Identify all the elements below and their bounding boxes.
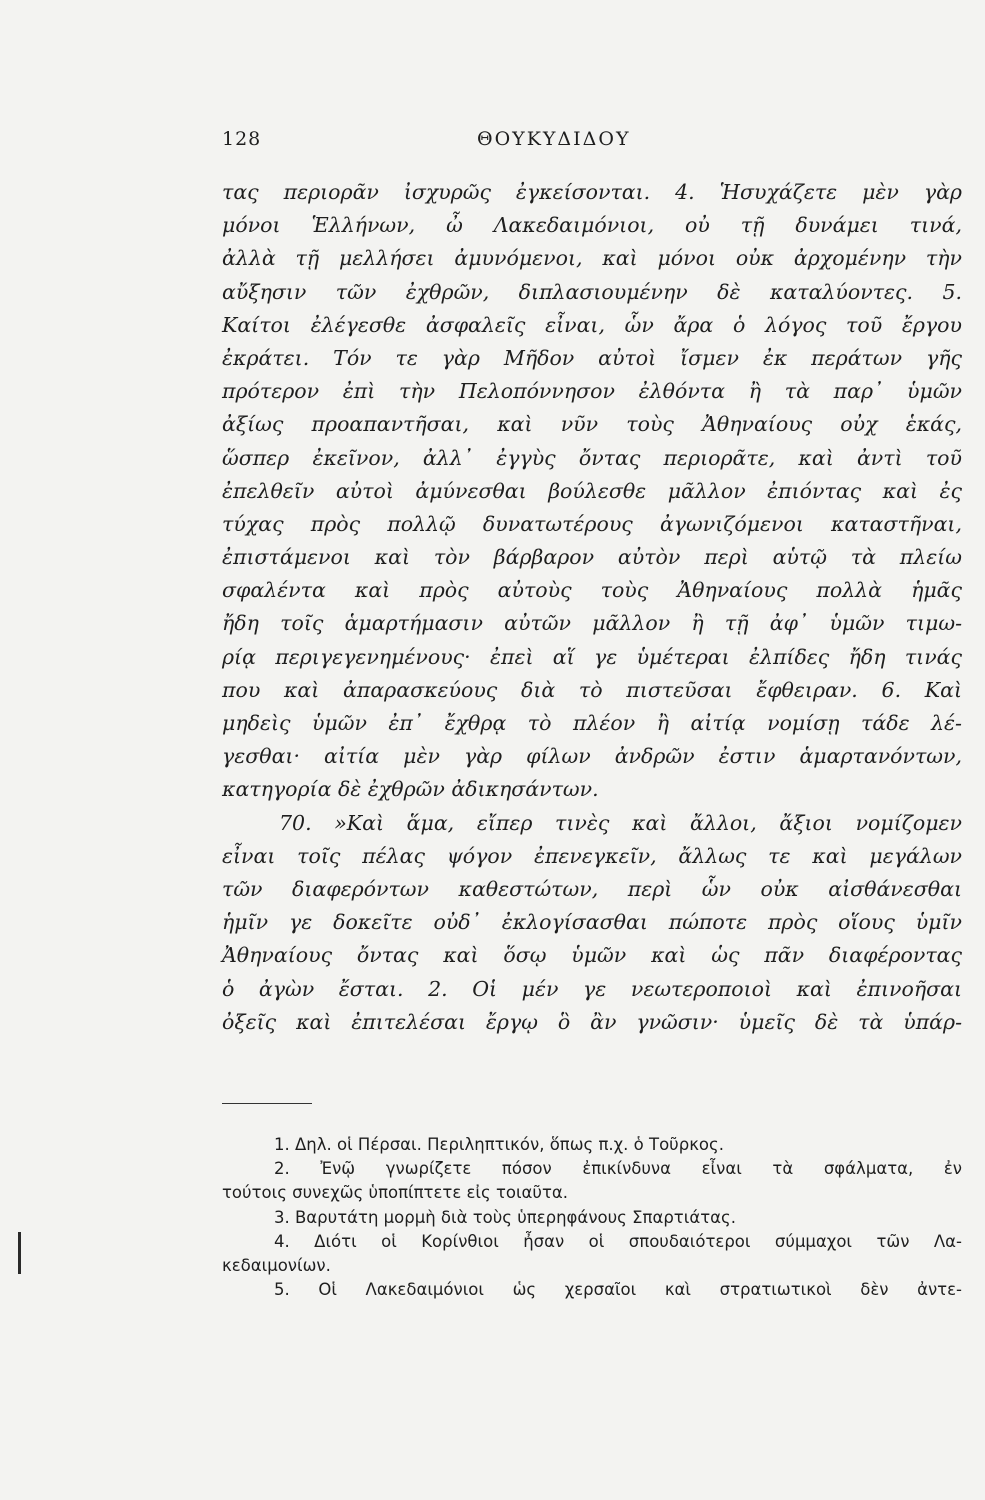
main-text: [222, 176, 962, 1039]
text-line: ρίᾳ περιγεγενημένους· ἐπεὶ αἵ γε ὑμέτεραι ἐλπίδες ἤδη τινάς: [222, 644, 962, 669]
footnote-5: 5. Οἱ Λακεδαιμόνιοι ὡς χερσαῖοι καὶ στρατιωτικοὶ δὲν ἀντε-: [274, 1280, 962, 1300]
text-line: ὀξεῖς καὶ ἐπιτελέσαι ἔργῳ ὃ ἂν γνῶσιν· ὑμεῖς δὲ τὰ ὑπάρ-: [222, 1009, 962, 1034]
text-line: γεσθαι· αἰτία μὲν γὰρ φίλων ἀνδρῶν ἐστιν ἁμαρτανόντων,: [222, 744, 962, 769]
text-line: τας περιορᾶν ἰσχυρῶς ἐγκείσονται. 4. Ἡσυχάζετε μὲν γὰρ: [222, 180, 962, 204]
text-line: τῶν διαφερόντων καθεστώτων, περὶ ὧν οὐκ αἰσθάνεσθαι: [222, 876, 962, 901]
text-line: ἐπιστάμενοι καὶ τὸν βάρβαρον αὐτὸν περὶ αὑτῷ τὰ πλείω: [222, 545, 962, 570]
text-line: ἐπελθεῖν αὐτοὶ ἀμύνεσθαι βούλεσθε μᾶλλον ἐπιόντας καὶ ἐς: [222, 478, 962, 503]
footnote-3: 3. Βαρυτάτη μορμὴ διὰ τοὺς ὑπερηφάνους Σπαρτιάτας.: [274, 1207, 736, 1227]
text-line: ἤδη τοῖς ἁμαρτήμασιν αὐτῶν μᾶλλον ἢ τῇ ἀφ᾽ ὑμῶν τιμω-: [222, 611, 962, 636]
footnote-2-continued: τούτοις συνεχῶς ὑποπίπτετε εἰς τοιαῦτα.: [222, 1183, 569, 1203]
section-70-first-line: 70. »Καὶ ἅμα, εἴπερ τινὲς καὶ ἄλλοι, ἄξιοι νομίζομεν: [279, 810, 962, 835]
text-line: εἶναι τοῖς πέλας ψόγον ἐπενεγκεῖν, ἄλλως τε καὶ μεγάλων: [222, 843, 962, 868]
footnote-2: 2. Ἐνῷ γνωρίζετε πόσον ἐπικίνδυνα εἶναι τὰ σφάλματα, ἐν: [274, 1159, 962, 1179]
text-line: σφαλέντα καὶ πρὸς αὐτοὺς τοὺς Ἀθηναίους πολλὰ ἡμᾶς: [222, 578, 962, 603]
text-line: Καίτοι ἐλέγεσθε ἀσφαλεῖς εἶναι, ὧν ἄρα ὁ λόγος τοῦ ἔργου: [222, 312, 962, 337]
footnote-4: 4. Διότι οἱ Κορίνθιοι ἦσαν οἱ σπουδαιότεροι σύμμαχοι τῶν Λα-: [274, 1231, 962, 1251]
running-title: ΘΟΥΚΥΔΙΔΟΥ: [477, 128, 631, 150]
text-line: πρότερον ἐπὶ τὴν Πελοπόννησον ἐλθόντα ἢ τὰ παρ᾽ ὑμῶν: [222, 379, 962, 404]
text-line: ἐκράτει. Τόν τε γὰρ Μῆδον αὐτοὶ ἴσμεν ἐκ περάτων γῆς: [222, 345, 962, 370]
text-line: ἀλλὰ τῇ μελλήσει ἀμυνόμενοι, καὶ μόνοι οὐκ ἀρχομένην τὴν: [222, 246, 962, 271]
text-line: Ἀθηναίους ὄντας καὶ ὅσῳ ὑμῶν καὶ ὡς πᾶν διαφέροντας: [222, 943, 962, 968]
text-line: ὁ ἀγὼν ἔσται. 2. Οἱ μέν γε νεωτεροποιοὶ καὶ ἐπινοῆσαι: [222, 976, 962, 1001]
text-line: τύχας πρὸς πολλῷ δυνατωτέρους ἀγωνιζόμενοι καταστῆναι,: [222, 511, 962, 536]
text-line: ἀξίως προαπαντῆσαι, καὶ νῦν τοὺς Ἀθηναίους οὐχ ἑκάς,: [222, 412, 962, 437]
page-number: 128: [222, 128, 262, 150]
footnotes: [222, 1133, 962, 1302]
text-line: μηδεὶς ὑμῶν ἐπ᾽ ἔχθρᾳ τὸ πλέον ἢ αἰτίᾳ νομίσῃ τάδε λέ-: [222, 711, 962, 735]
text-line: κατηγορία δὲ ἐχθρῶν ἀδικησάντων.: [222, 777, 599, 802]
margin-mark: [18, 1232, 21, 1274]
text-line: μόνοι Ἑλλήνων, ὦ Λακεδαιμόνιοι, οὐ τῇ δυνάμει τινά,: [222, 213, 962, 238]
text-line: που καὶ ἀπαρασκεύους διὰ τὸ πιστεῦσαι ἔφθειραν. 6. Καὶ: [222, 677, 962, 702]
text-line: ἡμῖν γε δοκεῖτε οὐδ᾽ ἐκλογίσασθαι πώποτε πρὸς οἵους ὑμῖν: [222, 910, 962, 935]
page-header: [222, 128, 962, 158]
footnote-4-continued: κεδαιμονίων.: [222, 1256, 331, 1276]
text-line: ὥσπερ ἐκεῖνον, ἀλλ᾽ ἐγγὺς ὄντας περιορᾶτε, καὶ ἀντὶ τοῦ: [222, 445, 962, 470]
text-line: αὔξησιν τῶν ἐχθρῶν, διπλασιουμένην δὲ καταλύοντες. 5.: [222, 279, 962, 304]
footnote-1: 1. Δηλ. οἱ Πέρσαι. Περιληπτικόν, ὅπως π.χ. ὁ Τοῦρκος.: [274, 1135, 724, 1154]
footnote-separator: [222, 1103, 312, 1104]
